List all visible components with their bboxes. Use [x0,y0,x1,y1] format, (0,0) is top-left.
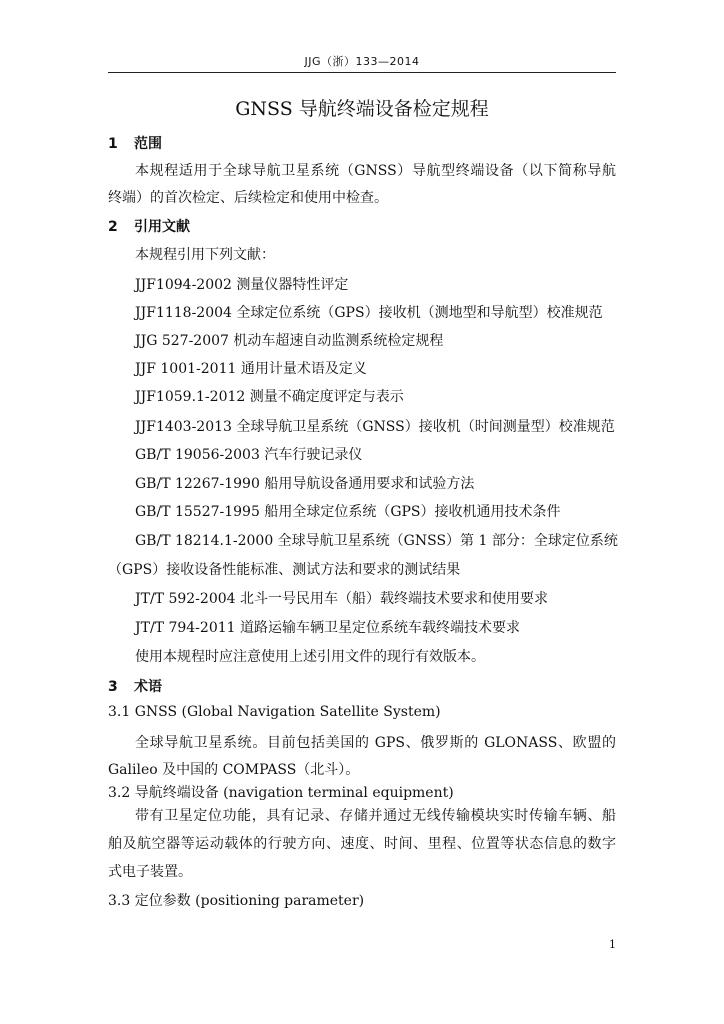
term-3-2-line-3: 式电子装置。 [108,864,192,880]
term-3-1-line-2: Galileo 及中国的 COMPASS（北斗）。 [108,762,360,778]
section-3-title: 术语 [134,679,162,695]
page-number: 1 [609,938,616,951]
term-3-2-line-2: 舶及航空器等运动载体的行驶方向、速度、时间、里程、位置等状态信息的数字 [108,836,616,852]
section-1-heading [108,133,162,153]
references-note: 使用本规程时应注意使用上述引用文件的现行有效版本。 [135,649,485,665]
reference-item: JJF1403-2013 全球导航卫星系统（GNSS）接收机（时间测量型）校准规范 [135,419,615,435]
reference-item: JJF1059.1-2012 测量不确定度评定与表示 [135,389,404,405]
term-3-1-heading: 3.1 GNSS (Global Navigation Satellite System) [108,704,441,720]
reference-item: GB/T 19056-2003 汽车行驶记录仪 [135,447,363,463]
document-title: GNSS 导航终端设备检定规程 [235,98,489,120]
section-3-number: 3 [108,679,118,695]
section-3-heading [108,676,162,696]
section-1-title: 范围 [134,136,162,152]
reference-item: JJG 527-2007 机动车超速自动监测系统检定规程 [135,333,444,349]
reference-item: JJF 1001-2011 通用计量术语及定义 [135,361,367,377]
term-3-1-line-1: 全球导航卫星系统。目前包括美国的 GPS、俄罗斯的 GLONASS、欧盟的 [135,735,616,751]
reference-item: GB/T 15527-1995 船用全球定位系统（GPS）接收机通用技术条件 [135,504,561,520]
section-2-title: 引用文献 [134,219,190,235]
reference-item: JT/T 794-2011 道路运输车辆卫星定位系统车载终端技术要求 [135,620,520,636]
reference-item: JJF1094-2002 测量仪器特性评定 [135,277,349,293]
term-3-3-heading: 3.3 定位参数 (positioning parameter) [108,893,365,909]
scope-line-2: 终端）的首次检定、后续检定和使用中检查。 [108,190,388,206]
term-3-2-line-1: 带有卫星定位功能，具有记录、存储并通过无线传输模块实时传输车辆、船 [135,808,616,824]
scope-line-1: 本规程适用于全球导航卫星系统（GNSS）导航型终端设备（以下简称导航 [135,163,616,179]
section-2-heading [108,216,190,236]
header-rule [108,72,616,73]
term-3-2-heading: 3.2 导航终端设备 (navigation terminal equipment) [108,785,454,801]
reference-item: JT/T 592-2004 北斗一号民用车（船）载终端技术要求和使用要求 [135,591,548,607]
section-1-number: 1 [108,136,118,152]
reference-item: GB/T 12267-1990 船用导航设备通用要求和试验方法 [135,476,475,492]
reference-item: GB/T 18214.1-2000 全球导航卫星系统（GNSS）第 1 部分：全球定位系统 [135,533,618,549]
references-intro: 本规程引用下列文献： [135,247,275,263]
section-2-number: 2 [108,219,118,235]
page-header: JJG（浙）133—2014 [304,55,420,68]
reference-item-continuation: （GPS）接收设备性能标准、测试方法和要求的测试结果 [108,562,461,578]
reference-item: JJF1118-2004 全球定位系统（GPS）接收机（测地型和导航型）校准规范 [135,305,603,321]
